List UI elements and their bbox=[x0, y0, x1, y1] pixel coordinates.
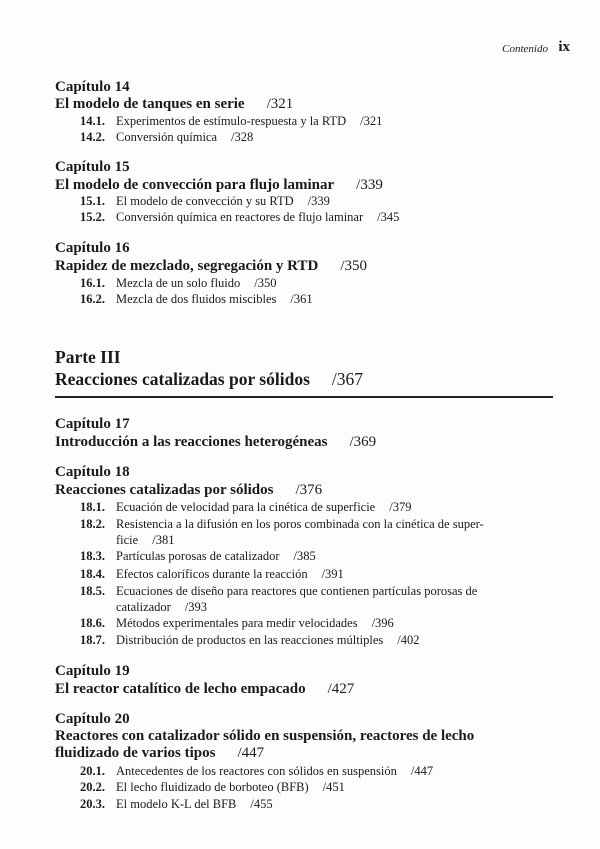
chapter-title: Reactores con catalizador sólido en suspensión, reactores de lecho bbox=[55, 728, 475, 744]
chapter-label: Capítulo 20 bbox=[55, 711, 130, 727]
toc-entry: 20.3. El modelo K-L del BFB /455 bbox=[80, 797, 273, 811]
chapter-title: El modelo de convección para flujo laminar /339 bbox=[55, 177, 383, 193]
chapter-label: Capítulo 19 bbox=[55, 663, 130, 679]
chapter-label: Capítulo 15 bbox=[55, 159, 130, 175]
toc-entry: 14.2. Conversión química /328 bbox=[80, 130, 254, 144]
toc-entry: 18.6. Métodos experimentales para medir velocidades /396 bbox=[80, 616, 394, 630]
toc-entry: 16.2. Mezcla de dos fluidos miscibles /361 bbox=[80, 292, 313, 306]
chapter-label: Capítulo 14 bbox=[55, 79, 130, 95]
toc-entry: 20.1. Antecedentes de los reactores con sólidos en suspensión /447 bbox=[80, 764, 434, 778]
running-header: Contenido bbox=[502, 43, 548, 55]
chapter-title: El modelo de tanques en serie /321 bbox=[55, 96, 294, 112]
chapter-label: Capítulo 18 bbox=[55, 464, 130, 480]
page-number: ix bbox=[558, 39, 570, 55]
toc-entry: 18.5. Ecuaciones de diseño para reactores que contienen partículas porosas de bbox=[80, 584, 478, 598]
chapter-title: Reacciones catalizadas por sólidos /376 bbox=[55, 482, 323, 498]
toc-entry: 18.3. Partículas porosas de catalizador /385 bbox=[80, 549, 316, 563]
chapter-title: Introducción a las reacciones heterogéneas /369 bbox=[55, 434, 377, 450]
part-label: Parte III bbox=[55, 347, 121, 367]
chapter-label: Capítulo 17 bbox=[55, 416, 130, 432]
toc-entry-continuation: catalizador /393 bbox=[116, 600, 208, 614]
toc-entry: 18.2. Resistencia a la difusión en los poros combinada con la cinética de super- bbox=[80, 517, 484, 531]
toc-entry-continuation: ficie /381 bbox=[116, 533, 175, 547]
toc-entry: 15.1. El modelo de convección y su RTD /339 bbox=[80, 194, 330, 208]
toc-entry: 20.2. El lecho fluidizado de borboteo (BFB) /451 bbox=[80, 780, 345, 794]
toc-entry: 18.1. Ecuación de velocidad para la cinética de superficie /379 bbox=[80, 500, 412, 514]
toc-entry: 16.1. Mezcla de un solo fluido /350 bbox=[80, 276, 277, 290]
part-divider bbox=[55, 396, 553, 398]
toc-entry: 18.4. Efectos caloríficos durante la reacción /391 bbox=[80, 567, 344, 581]
toc-entry: 14.1. Experimentos de estímulo-respuesta y la RTD /321 bbox=[80, 114, 383, 128]
chapter-title-continuation: fluidizado de varios tipos /447 bbox=[55, 745, 265, 761]
toc-entry: 18.7. Distribución de productos en las reacciones múltiples /402 bbox=[80, 633, 420, 647]
part-title: Reacciones catalizadas por sólidos /367 bbox=[55, 369, 364, 389]
chapter-title: El reactor catalítico de lecho empacado /427 bbox=[55, 681, 355, 697]
chapter-title: Rapidez de mezclado, segregación y RTD /350 bbox=[55, 258, 367, 274]
chapter-label: Capítulo 16 bbox=[55, 240, 130, 256]
toc-entry: 15.2. Conversión química en reactores de flujo laminar /345 bbox=[80, 210, 400, 224]
